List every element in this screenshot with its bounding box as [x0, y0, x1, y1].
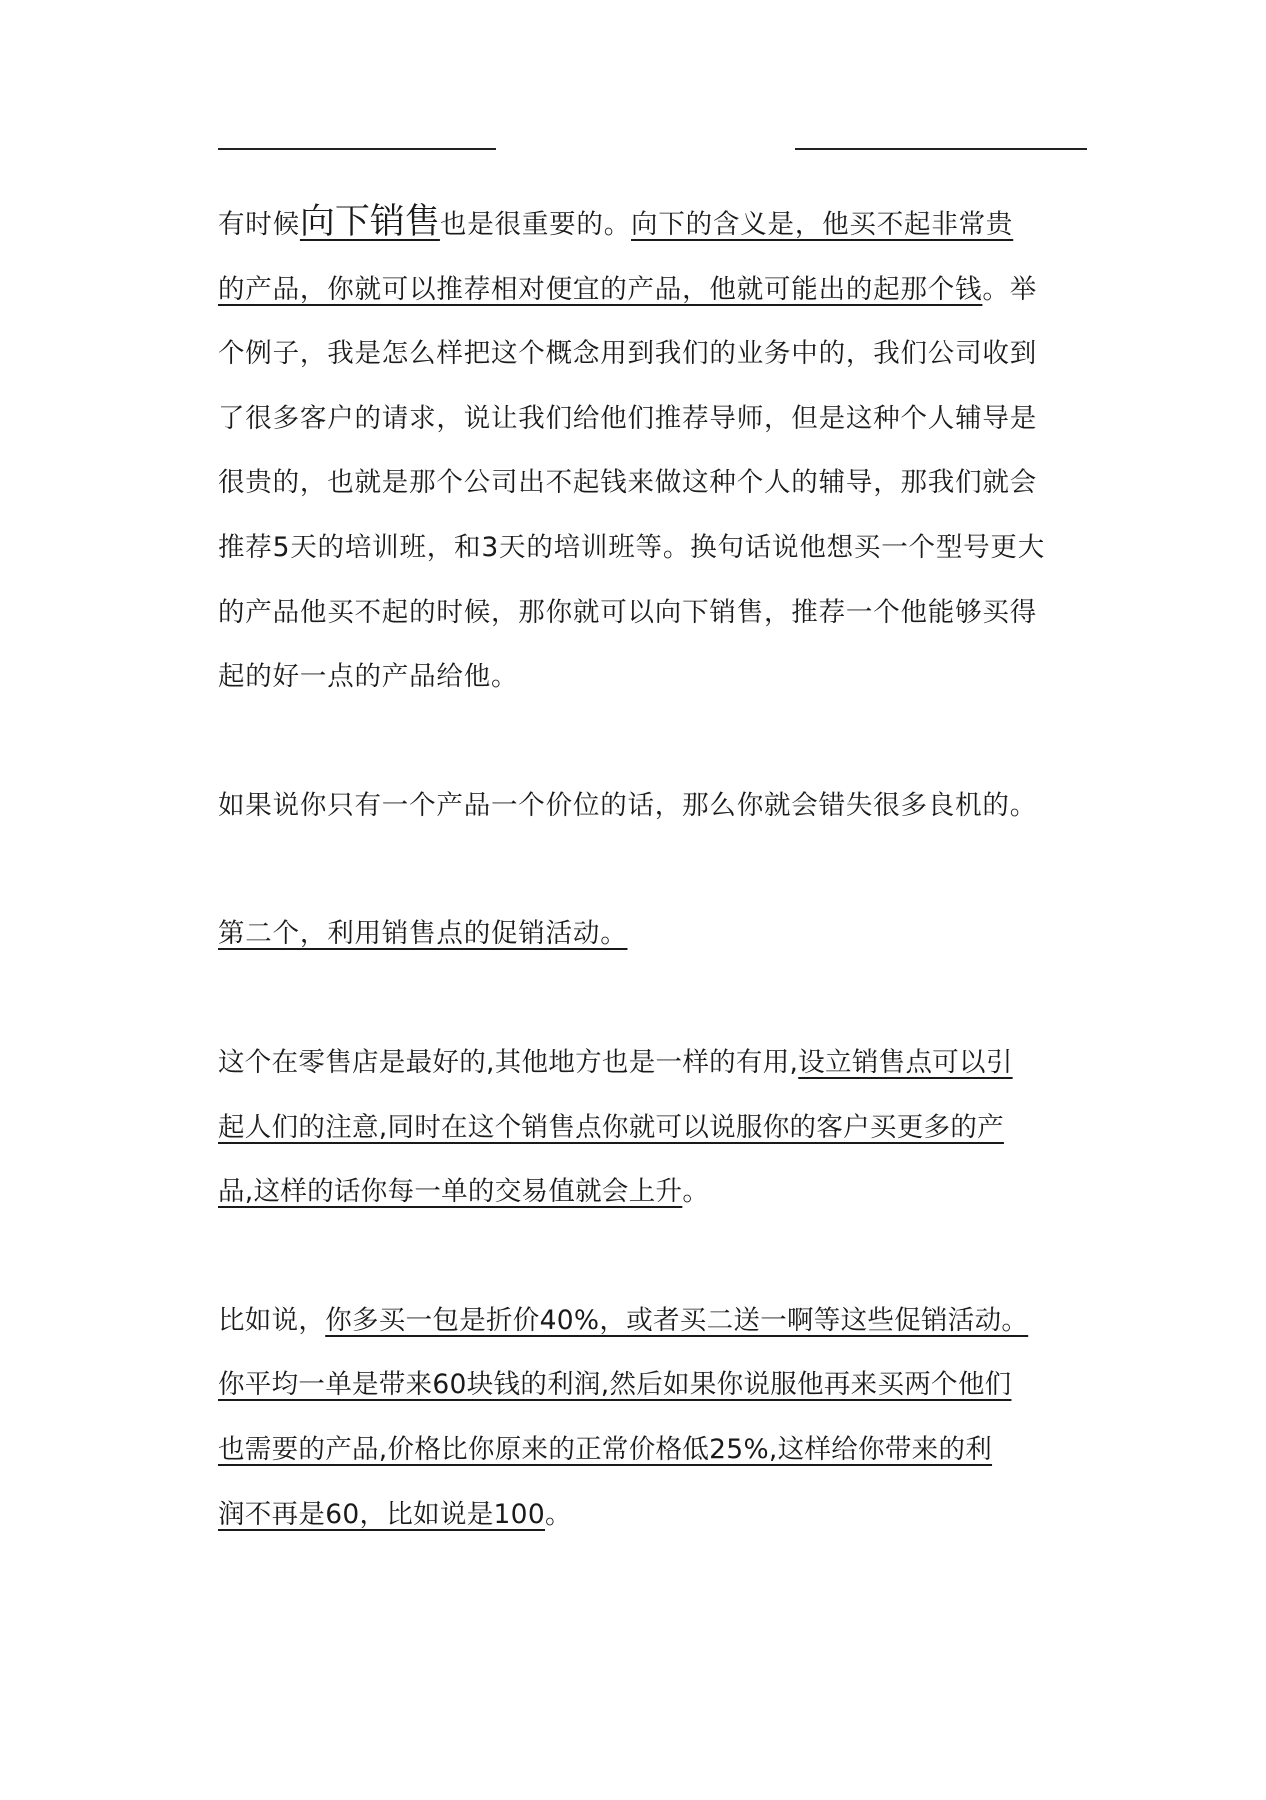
text-line: 润不再是60，比如说是100。 [218, 1498, 572, 1530]
header-rule-left [218, 148, 496, 150]
paragraph-downselling [218, 190, 1088, 710]
text-line: 有时候向下销售也是很重要的。向下的含义是，他买不起非常贵 [218, 202, 1014, 242]
text-line: 你平均一单是带来60块钱的利润,然后如果你说服他再来买两个他们 [218, 1369, 1012, 1401]
text-line: 起人们的注意,同时在这个销售点你就可以说服你的客户买更多的产 [218, 1111, 1004, 1143]
text-line: 起的好一点的产品给他。 [218, 661, 519, 693]
text-line: 比如说，你多买一包是折价40%，或者买二送一啊等这些促销活动。 [218, 1304, 1029, 1336]
text-line: 很贵的，也就是那个公司出不起钱来做这种个人的辅导，那我们就会 [218, 467, 1037, 499]
paragraph-point-of-sale [218, 1031, 1088, 1225]
header-rule-right [795, 148, 1087, 150]
section-heading-text: 第二个，利用销售点的促销活动。 [218, 918, 628, 950]
text-line: 品,这样的话你每一单的交易值就会上升。 [218, 1176, 710, 1208]
paragraph-single-price [218, 774, 1088, 839]
text-line: 如果说你只有一个产品一个价位的话，那么你就会错失很多良机的。 [218, 789, 1037, 821]
text-line: 这个在零售店是最好的,其他地方也是一样的有用,设立销售点可以引 [218, 1046, 1013, 1078]
text-line: 推荐5天的培训班，和3天的培训班等。换句话说他想买一个型号更大 [218, 531, 1046, 563]
text-line: 的产品，你就可以推荐相对便宜的产品，他就可能出的起那个钱。举 [218, 273, 1038, 305]
paragraph-example [218, 1289, 1088, 1547]
text-line: 也需要的产品,价格比你原来的正常价格低25%,这样给你带来的利 [218, 1433, 993, 1465]
highlighted-term: 向下销售 [299, 202, 440, 242]
document-body [218, 190, 1088, 1547]
section-heading [218, 902, 1088, 967]
text-line: 个例子，我是怎么样把这个概念用到我们的业务中的，我们公司收到 [218, 338, 1037, 370]
text-line: 了很多客户的请求，说让我们给他们推荐导师，但是这种个人辅导是 [218, 402, 1037, 434]
text-line: 的产品他买不起的时候，那你就可以向下销售，推荐一个他能够买得 [218, 596, 1037, 628]
